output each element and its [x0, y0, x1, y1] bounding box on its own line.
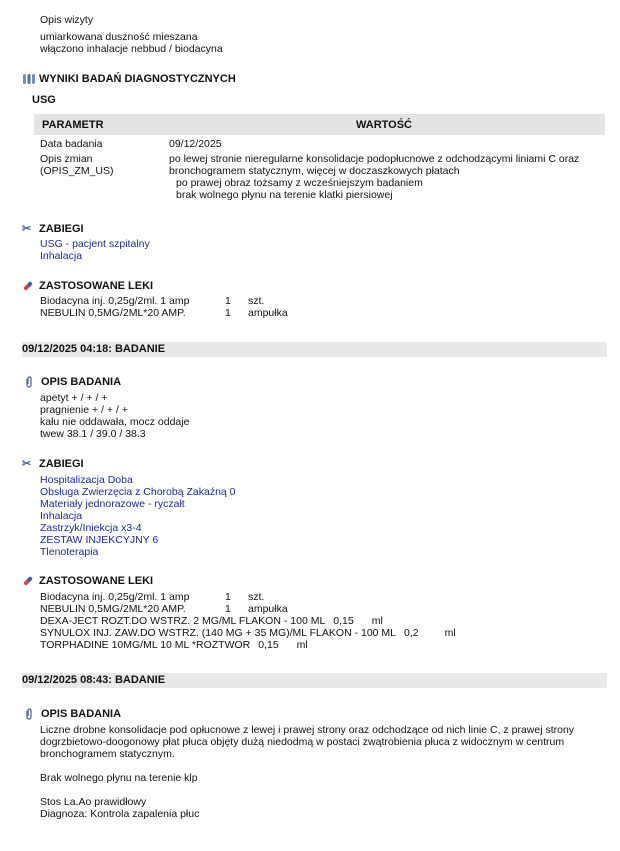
- drug-qty: 1: [225, 603, 231, 615]
- leki-label: ZASTOSOWANE LEKI: [39, 280, 154, 292]
- opis-line: Diagnoza: Kontrola zapalenia płuc: [40, 808, 200, 820]
- value-line: brak wolnego płynu na terenie klatki piersiowej: [176, 189, 393, 201]
- list-item: Tlenoterapia: [40, 546, 99, 558]
- col-value: WARTOŚĆ: [163, 114, 605, 135]
- drug-row: [40, 295, 264, 307]
- diagnostics-header: [22, 73, 236, 85]
- list-item: Hospitalizacja Doba: [40, 474, 133, 486]
- drug-qty: 1: [225, 591, 231, 603]
- col-param: PARAMETR: [34, 114, 163, 135]
- drug-unit: ml: [296, 639, 308, 651]
- opis-header-1: [24, 376, 121, 388]
- list-item: Zastrzyk/Iniekcja x3-4: [40, 522, 142, 534]
- opis-line: apetyt + / + / +: [40, 392, 108, 404]
- drug-qty: 0,15: [333, 615, 354, 627]
- opis-line: Liczne drobne konsolidacje pod opłucnowe z lewej i prawej strony oraz odchodzące od nich linie C, z prawej strony: [40, 724, 575, 736]
- opis-line: dogrzbietowo-doogonowy płat płuca objęty dużą niedodmą w postaci zwątrobienia płuca z widocznym w centrum: [40, 736, 565, 748]
- list-item: Inhalacja: [40, 510, 83, 522]
- exam-bar-2: 09/12/2025 08:43: BADANIE: [22, 673, 607, 688]
- drug-unit: ampułka: [248, 307, 288, 319]
- list-item: Inhalacja: [40, 250, 83, 262]
- paperclip-icon: [24, 376, 38, 388]
- pill-icon: [22, 575, 36, 587]
- visit-title: Opis wizyty: [40, 14, 94, 26]
- opis-header-2: [24, 708, 121, 720]
- value-cell: [163, 150, 605, 201]
- visit-line-2: włączono inhalacje nebbud / biodacyna: [40, 43, 223, 55]
- list-item: USG - pacjent szpitalny: [40, 238, 150, 250]
- opis-line: Brak wolnego płynu na terenie klp: [40, 772, 198, 784]
- opis-line: Stos La.Ao prawidłowy: [40, 796, 147, 808]
- drug-row: [40, 307, 288, 319]
- list-item: ZESTAW INJEKCYJNY 6: [40, 534, 159, 546]
- drug-qty: 0,2: [404, 627, 419, 639]
- zabiegi-header-1: [22, 223, 84, 235]
- param-cell: [34, 150, 163, 201]
- drug-name: NEBULIN 0,5MG/2ML*20 AMP.: [40, 307, 186, 319]
- drug-qty: 0,15: [258, 639, 279, 651]
- opis-line: bronchogramem statycznym.: [40, 748, 175, 760]
- list-item: Materiały jednorazowe - ryczałt: [40, 498, 185, 510]
- leki-header-2: [22, 575, 153, 587]
- opis-line: pragnienie + / + / +: [40, 404, 128, 416]
- drug-name: TORPHADINE 10MG/ML 10 ML *ROZTWOR: [40, 639, 251, 651]
- leki-label: ZASTOSOWANE LEKI: [39, 575, 154, 587]
- pill-icon: [22, 280, 36, 292]
- drug-name: DEXA-JECT ROZT.DO WSTRZ. 2 MG/ML FLAKON - 100 ML: [40, 615, 326, 627]
- zabiegi-label: ZABIEGI: [39, 223, 84, 235]
- scissors-icon: ✂: [22, 223, 32, 236]
- drug-unit: ampułka: [248, 603, 288, 615]
- value-line: bronchogramem statycznym, więcej w doczaszkowych płatach: [169, 165, 460, 177]
- opis-label: OPIS BADANIA: [41, 376, 122, 388]
- zabiegi-label: ZABIEGI: [39, 458, 84, 470]
- usg-table: [34, 114, 605, 201]
- param-line: Opis zmian: [40, 153, 93, 165]
- test-tubes-icon: [22, 73, 36, 85]
- zabiegi-header-2: [22, 458, 84, 470]
- table-row: [34, 150, 605, 201]
- paperclip-icon: [24, 708, 38, 720]
- drug-row: [40, 615, 383, 627]
- usg-subheader: USG: [32, 94, 56, 106]
- drug-qty: 1: [225, 307, 231, 319]
- visit-line-1: umiarkowana duszność mieszana: [40, 31, 198, 43]
- drug-name: Biodacyna inj. 0,25g/2ml. 1 amp: [40, 591, 190, 603]
- table-row: [34, 135, 605, 150]
- value-line: po lewej stronie nieregularne konsolidacje podopłucnowe z odchodzącymi liniami C oraz: [169, 153, 580, 165]
- drug-name: Biodacyna inj. 0,25g/2ml. 1 amp: [40, 295, 190, 307]
- drug-row: [40, 603, 288, 615]
- param-line: (OPIS_ZM_US): [40, 165, 114, 177]
- drug-unit: szt.: [248, 295, 265, 307]
- exam-bar-1: 09/12/2025 04:18: BADANIE: [22, 342, 607, 357]
- drug-unit: ml: [444, 627, 456, 639]
- drug-name: SYNULOX INJ. ZAW.DO WSTRZ. (140 MG + 35 MG)/ML FLAKON - 100 ML: [40, 627, 397, 639]
- diagnostics-header-label: WYNIKI BADAŃ DIAGNOSTYCZNYCH: [39, 73, 236, 85]
- drug-row: [40, 639, 308, 651]
- drug-row: [40, 591, 264, 603]
- usg-table-header: [34, 114, 605, 135]
- opis-line: twew 38.1 / 39.0 / 38.3: [40, 428, 146, 440]
- drug-qty: 1: [225, 295, 231, 307]
- drug-row: [40, 627, 456, 639]
- opis-line: kału nie oddawała, mocz oddaje: [40, 416, 190, 428]
- leki-header-1: [22, 280, 153, 292]
- opis-label: OPIS BADANIA: [41, 708, 122, 720]
- drug-unit: ml: [371, 615, 383, 627]
- value-cell: 09/12/2025: [169, 138, 222, 150]
- param-cell: Data badania: [40, 138, 103, 150]
- list-item: Obsługa Zwierzęcia z Chorobą Zakaźną 0: [40, 486, 236, 498]
- drug-unit: szt.: [248, 591, 265, 603]
- scissors-icon: ✂: [22, 458, 32, 471]
- drug-name: NEBULIN 0,5MG/2ML*20 AMP.: [40, 603, 186, 615]
- value-line: po prawej obraz tożsamy z wcześniejszym badaniem: [176, 177, 423, 189]
